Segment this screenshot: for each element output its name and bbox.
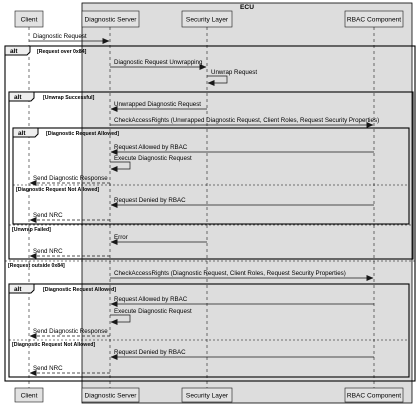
participant-label: Diagnostic Server (84, 16, 137, 24)
else-condition: [Unwrap Failed] (12, 227, 51, 233)
message-label: Request Allowed by RBAC (114, 144, 188, 151)
alt-condition: [Unwrap Successful] (43, 95, 95, 101)
alt-condition: [Request over 0x84] (37, 49, 87, 55)
message-label: Send NRC (33, 248, 63, 255)
participant-rbac-component-top[interactable] (345, 11, 403, 27)
participant-label: Client (20, 392, 38, 400)
message-label: Error (114, 234, 128, 241)
message-label: Send NRC (33, 212, 63, 219)
message-label: Send Diagnostic Response (33, 328, 108, 335)
message-16 (30, 328, 110, 336)
participant-client-top[interactable] (15, 11, 43, 27)
alt-keyword: alt (10, 48, 18, 55)
message-5 (110, 117, 379, 125)
message-label: Unwrapped Diagnostic Request (114, 101, 202, 108)
message-label: Execute Diagnostic Request (114, 308, 192, 315)
message-label: Send NRC (33, 365, 63, 372)
message-label: CheckAccessRights (Unwrapped Diagnostic Request, Client Roles, Request Security Properties) (114, 117, 380, 124)
participant-label: Security Layer (185, 392, 229, 400)
message-label: Request Denied by RBAC (114, 197, 186, 204)
message-4 (111, 101, 207, 109)
participant-label: Client (20, 16, 38, 24)
alt-keyword: alt (14, 286, 22, 293)
participant-security-layer-top[interactable] (182, 11, 232, 27)
participants-top (15, 11, 403, 27)
message-label: Diagnostic Request (33, 33, 87, 40)
participant-diagnostic-server-bottom[interactable] (82, 388, 139, 402)
message-label: Unwrap Request (211, 69, 258, 76)
else-condition: [Request outside 0x84] (8, 263, 65, 269)
message-2 (110, 59, 206, 67)
participants-bottom (15, 388, 403, 402)
participant-label: Security Layer (185, 16, 229, 24)
message-label: Diagnostic Request Unwrapping (114, 59, 203, 66)
participant-label: RBAC Component (346, 16, 402, 24)
message-label: Execute Diagnostic Request (114, 155, 192, 162)
else-condition: [Diagnostic Request Not Allowed] (16, 187, 100, 193)
participant-diagnostic-server-top[interactable] (82, 11, 139, 27)
participant-client-bottom[interactable] (15, 388, 43, 402)
alt-keyword: alt (18, 130, 26, 137)
alt-condition: [Diagnostic Request Allowed] (43, 287, 117, 293)
message-label: Send Diagnostic Response (33, 175, 108, 182)
ecu-box-title: ECU (240, 4, 254, 11)
message-8 (30, 175, 110, 183)
else-condition: [Diagnostic Request Not Allowed] (12, 342, 96, 348)
participant-label: Diagnostic Server (84, 392, 137, 400)
message-label: Request Allowed by RBAC (114, 296, 188, 303)
message-label: CheckAccessRights (Diagnostic Request, Client Roles, Request Security Properties) (114, 270, 346, 277)
participant-label: RBAC Component (346, 392, 402, 400)
message-label: Request Denied by RBAC (114, 349, 186, 356)
participant-security-layer-bottom[interactable] (182, 388, 232, 402)
participant-rbac-component-bottom[interactable] (345, 388, 403, 402)
alt-condition: [Diagnostic Request Allowed] (46, 131, 120, 137)
alt-keyword: alt (14, 94, 22, 101)
message-13 (110, 270, 373, 278)
